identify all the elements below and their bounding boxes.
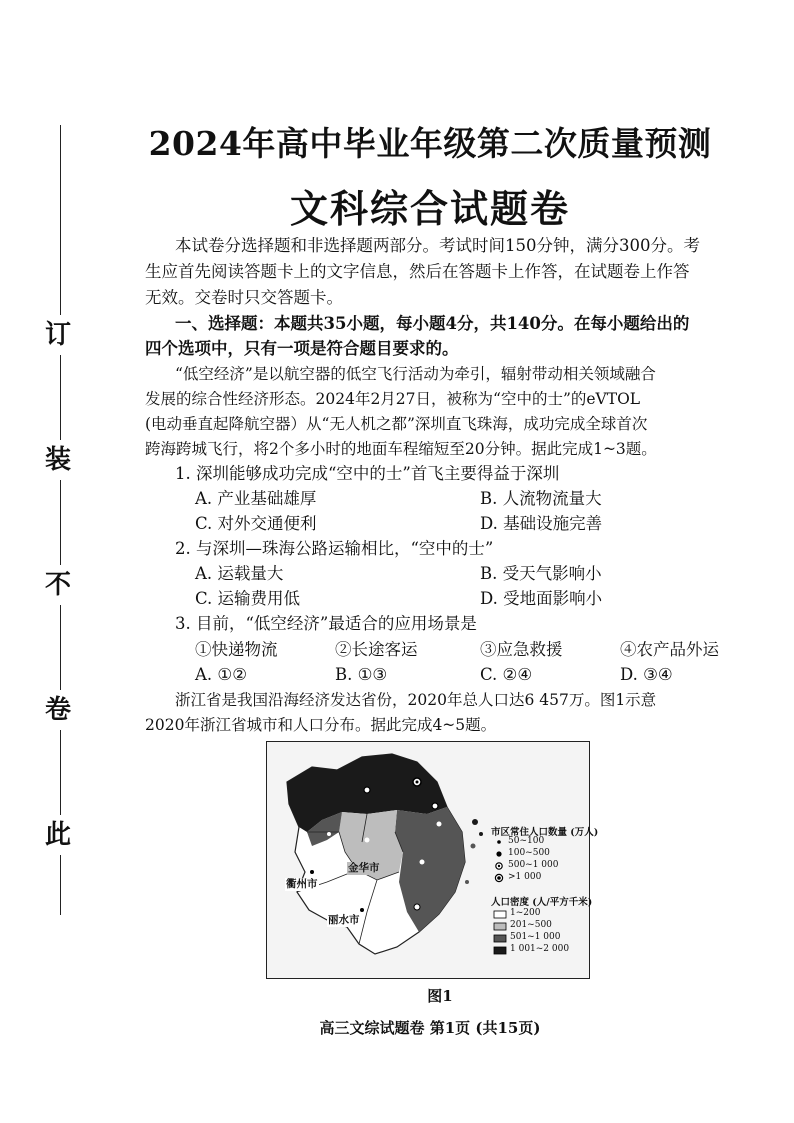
legend-pop-item: 500~1 000 xyxy=(508,860,559,870)
exam-title: 2024年高中毕业年级第二次质量预测 xyxy=(148,124,712,163)
option-a: A. 运载量大 xyxy=(195,564,284,583)
section-header: 一、选择题：本题共35小题，每小题4分，共140分。在每小题给出的 xyxy=(175,314,690,333)
option-b: B. ①③ xyxy=(335,665,388,684)
option-c: C. 对外交通便利 xyxy=(195,514,317,533)
passage-line: 2020年浙江省城市和人口分布。据此完成4~5题。 xyxy=(145,716,497,734)
option-d: D. 基础设施完善 xyxy=(480,514,603,533)
passage-line: (电动垂直起降航空器）从“无人机之都”深圳直飞珠海，成功完成全球首次 xyxy=(145,415,648,433)
passage-line: 发展的综合性经济形态。2024年2月27日，被称为“空中的士”的eVTOL xyxy=(145,390,641,408)
option-a: A. 产业基础雄厚 xyxy=(195,489,317,508)
question-stem: 3. 目前，“低空经济”最适合的应用场景是 xyxy=(175,614,477,633)
binding-line xyxy=(60,125,61,915)
option-d: D. 受地面影响小 xyxy=(480,589,603,608)
statement-3: ③应急救援 xyxy=(480,640,563,659)
question-stem: 1. 深圳能够成功完成“空中的士”首飞主要得益于深圳 xyxy=(175,464,560,483)
legend-density-item: 1~200 xyxy=(510,908,541,918)
statement-1: ①快递物流 xyxy=(195,640,278,659)
legend-pop-item: 100~500 xyxy=(508,848,550,858)
binding-char: 装 xyxy=(38,440,78,480)
option-d: D. ③④ xyxy=(620,665,673,684)
statement-4: ④农产品外运 xyxy=(620,640,719,659)
city-label-lishui: 丽水市 xyxy=(328,914,360,926)
legend-density-item: 201~500 xyxy=(510,920,552,930)
legend-density-item: 501~1 000 xyxy=(510,932,561,942)
instructions-line: 本试卷分选择题和非选择题两部分。考试时间150分钟，满分300分。考 xyxy=(175,236,700,255)
passage-line: 跨海跨城飞行，将2个多小时的地面车程缩短至20分钟。据此完成1~3题。 xyxy=(145,440,657,458)
section-header: 四个选项中，只有一项是符合题目要求的。 xyxy=(145,339,459,358)
option-c: C. 运输费用低 xyxy=(195,589,301,608)
option-c: C. ②④ xyxy=(480,665,533,684)
city-label-jinhua: 金华市 xyxy=(348,862,380,874)
option-b: B. 受天气影响小 xyxy=(480,564,602,583)
instructions-line: 无效。交卷时只交答题卡。 xyxy=(145,288,343,307)
legend-population-title: 市区常住人口数量 (万人) xyxy=(491,827,599,838)
figure-caption: 图1 xyxy=(427,987,453,1005)
passage-line: 浙江省是我国沿海经济发达省份，2020年总人口达6 457万。图1示意 xyxy=(175,691,657,709)
exam-subtitle: 文科综合试题卷 xyxy=(289,186,570,231)
binding-char: 不 xyxy=(38,565,78,605)
option-b: B. 人流物流量大 xyxy=(480,489,602,508)
page-footer: 高三文综试题卷 第1页 (共15页) xyxy=(319,1019,541,1037)
zhejiang-population-map xyxy=(266,741,599,979)
legend-pop-item: >1 000 xyxy=(508,872,542,882)
binding-char: 订 xyxy=(38,315,78,355)
legend-pop-item: 50~100 xyxy=(508,836,545,846)
binding-char: 此 xyxy=(38,815,78,855)
option-a: A. ①② xyxy=(195,665,247,684)
city-label-quzhou: 衢州市 xyxy=(286,878,318,890)
passage-line: “低空经济”是以航空器的低空飞行活动为牵引，辐射带动相关领域融合 xyxy=(175,365,656,383)
binding-char: 卷 xyxy=(38,690,78,730)
legend-density-title: 人口密度 (人/平方千米) xyxy=(491,897,593,908)
legend-density-item: 1 001~2 000 xyxy=(510,944,570,954)
statement-2: ②长途客运 xyxy=(335,640,418,659)
instructions-line: 生应首先阅读答题卡上的文字信息，然后在答题卡上作答，在试题卷上作答 xyxy=(145,262,690,281)
question-stem: 2. 与深圳—珠海公路运输相比，“空中的士” xyxy=(175,539,494,558)
